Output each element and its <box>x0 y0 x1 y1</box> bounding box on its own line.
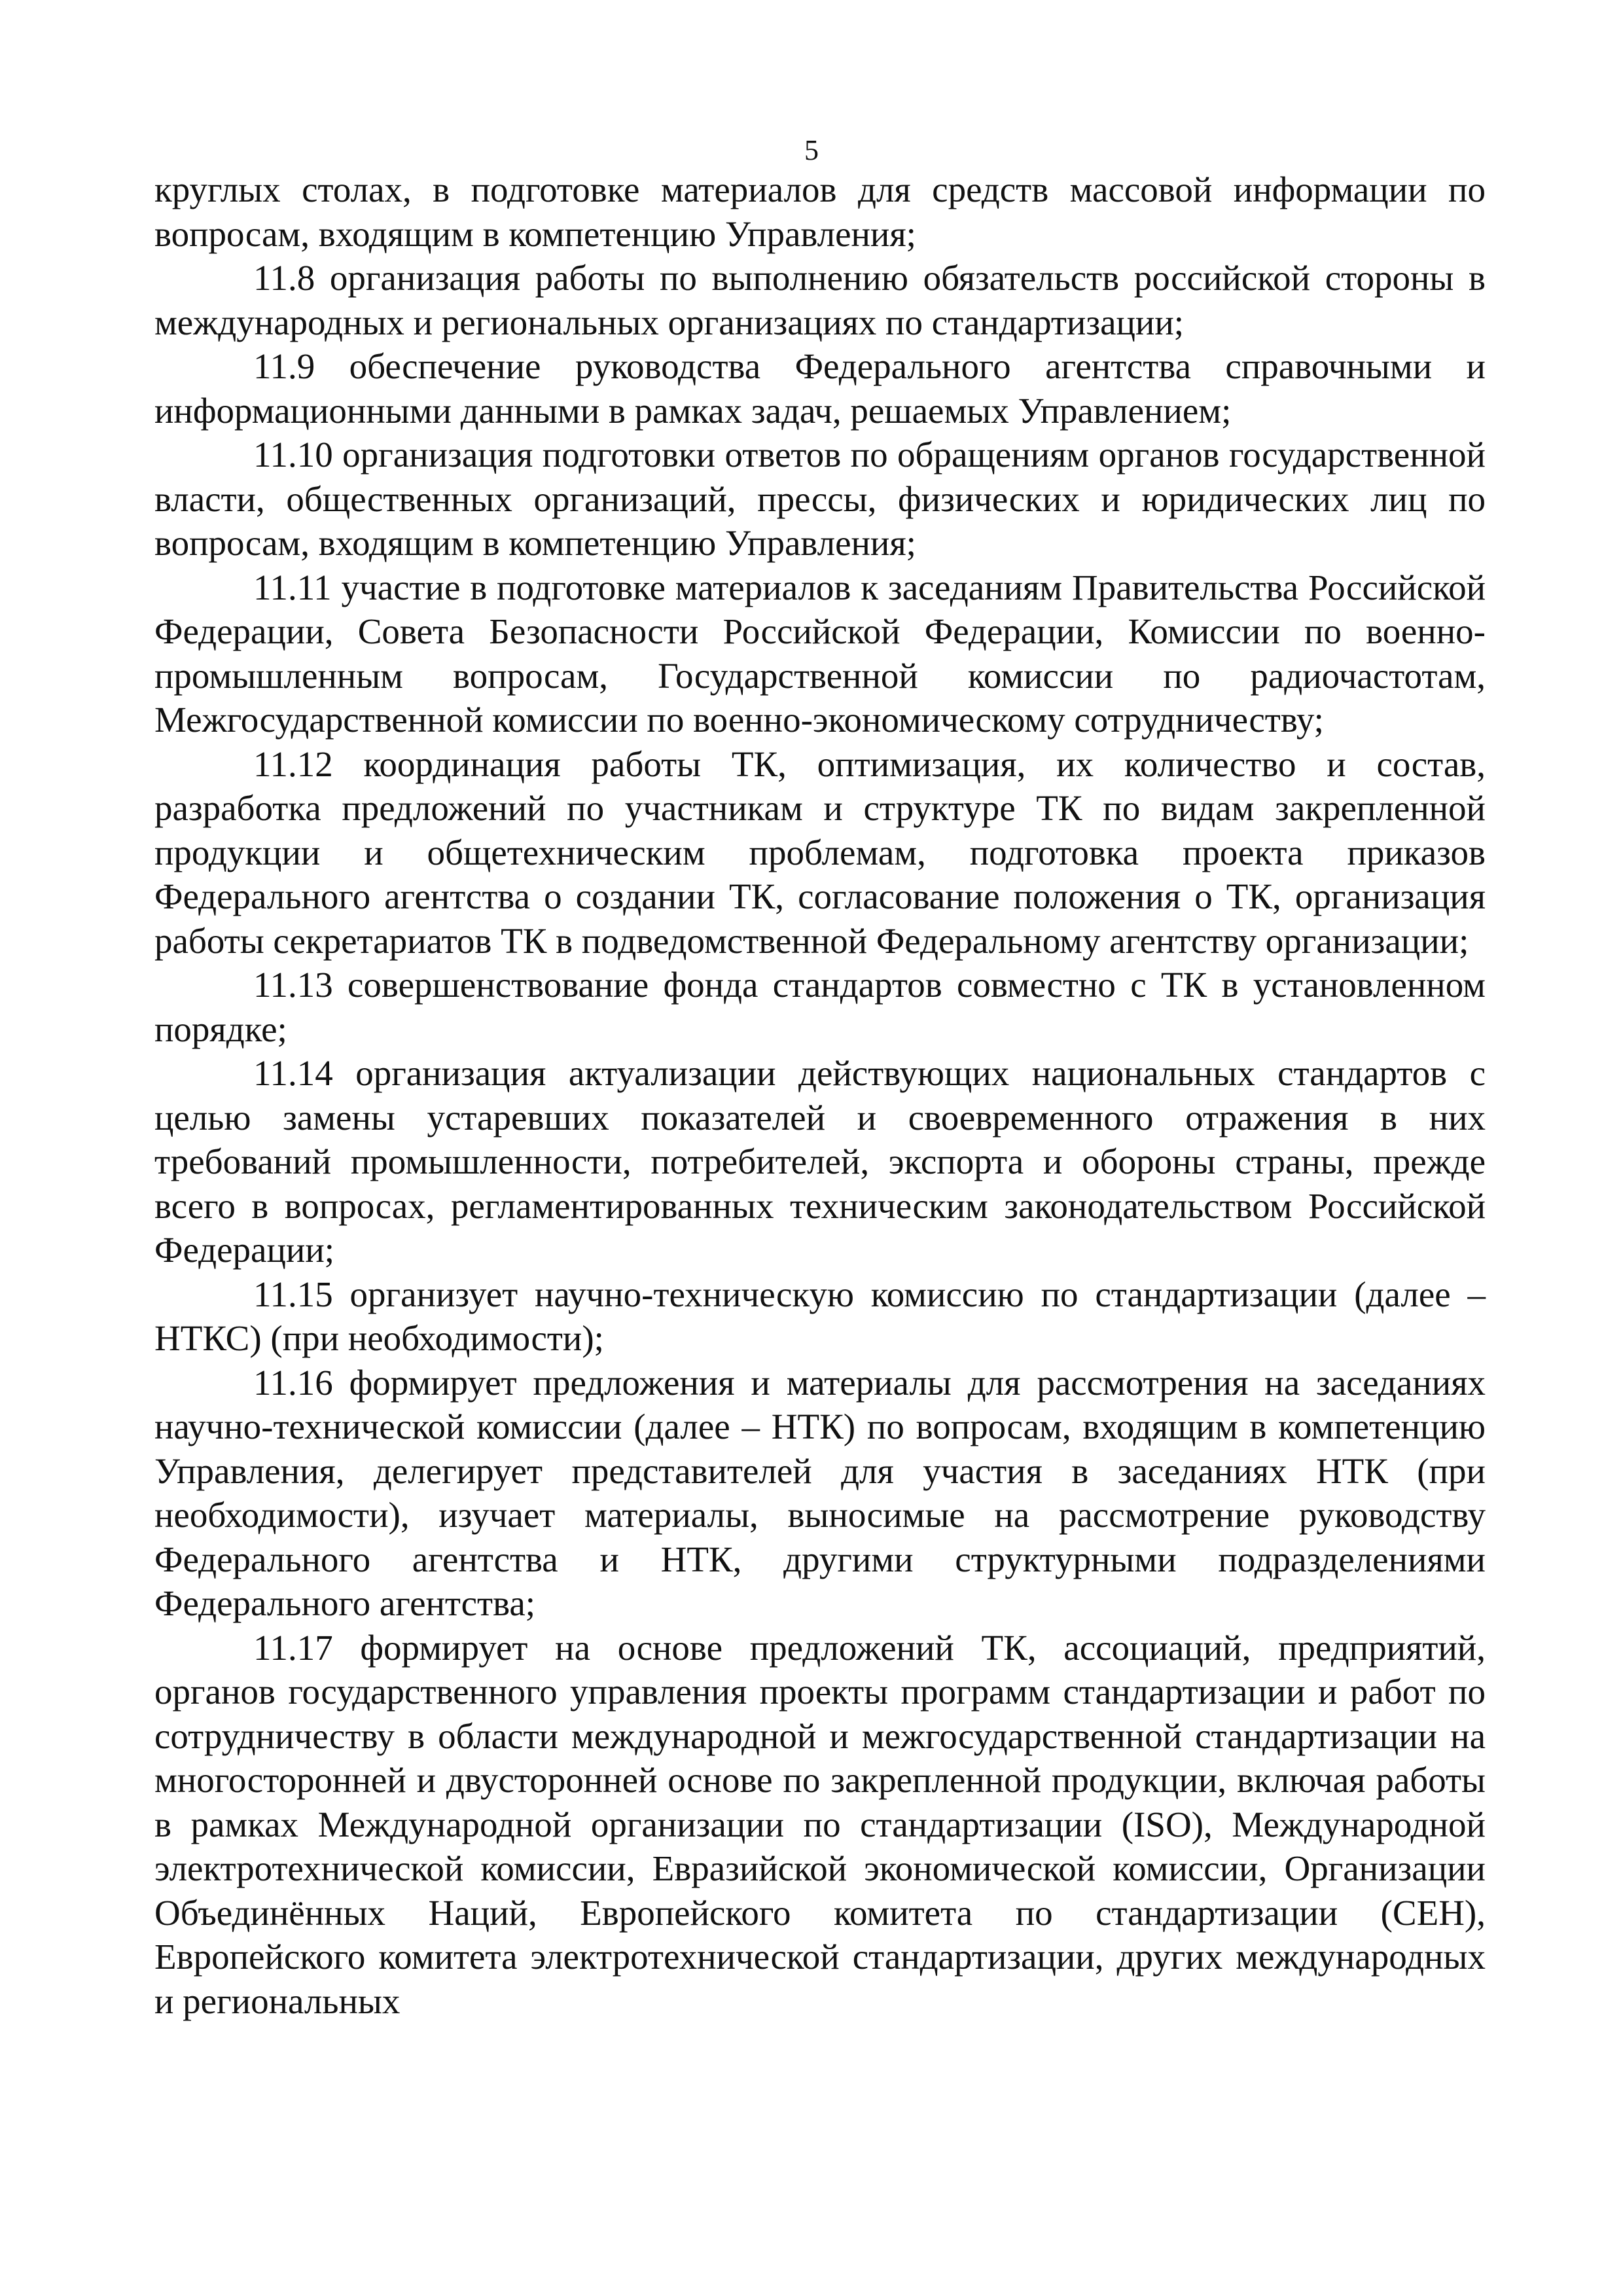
paragraph-11-8: 11.8 организация работы по выполнению обязательств российской стороны в международных и региональных организациях по стандартизации; <box>154 258 1486 342</box>
paragraph-11-15: 11.15 организует научно-техническую комиссию по стандартизации (далее – НТКС) (при необходимости); <box>154 1274 1486 1358</box>
paragraph-11-17: 11.17 формирует на основе предложений ТК, ассоциаций, предприятий, органов государственного управления проекты программ стандартизации и работ по сотрудничеству в области международной и межгосударственной стандартизации на многосторонней и двусторонней основе по закрепленной продукции, включая работы в рамках Международной организации по стандартизации (ISO), Международной электротехнической комиссии, Евразийской экономической комиссии, Организации Объединённых Наций, Европейского комитета по стандартизации (СЕН), Европейского комитета электротехнической стандартизации, других международных и региональных <box>154 1627 1486 2021</box>
paragraph-11-13: 11.13 совершенствование фонда стандартов совместно с ТК в установленном порядке; <box>154 965 1486 1049</box>
paragraph-continuation: круглых столах, в подготовке материалов для средств массовой информации по вопросам, входящим в компетенцию Управления; <box>154 170 1486 254</box>
page-number: 5 <box>804 134 819 166</box>
paragraph-11-16: 11.16 формирует предложения и материалы для рассмотрения на заседаниях научно-технической комиссии (далее – НТК) по вопросам, входящим в компетенцию Управления, делегирует представителей для участия в заседаниях НТК (при необходимости), изучает материалы, выносимые на рассмотрение руководству Федерального агентства и НТК, другими структурными подразделениями Федерального агентства; <box>154 1362 1486 1623</box>
paragraph-11-9: 11.9 обеспечение руководства Федерального агентства справочными и информационными данными в рамках задач, решаемых Управлением; <box>154 346 1486 431</box>
paragraph-11-12: 11.12 координация работы ТК, оптимизация, их количество и состав, разработка предложений по участникам и структуре ТК по видам закрепленной продукции и общетехническим проблемам, подготовка проекта приказов Федерального агентства о создании ТК, согласование положения о ТК, организация работы секретариатов ТК в подведомственной Федеральному агентству организации; <box>154 744 1486 961</box>
paragraph-11-14: 11.14 организация актуализации действующих национальных стандартов с целью замены устаревших показателей и своевременного отражения в них требований промышленности, потребителей, экспорта и обороны страны, прежде всего в вопросах, регламентированных техническим законодательством Российской Федерации; <box>154 1053 1486 1270</box>
paragraph-11-11: 11.11 участие в подготовке материалов к заседаниям Правительства Российской Федерации, Совета Безопасности Российской Федерации, Комиссии по военно-промышленным вопросам, Государственной комиссии по радиочастотам, Межгосударственной комиссии по военно-экономическому сотрудничеству; <box>154 567 1486 740</box>
paragraph-11-10: 11.10 организация подготовки ответов по обращениям органов государственной власти, общественных организаций, прессы, физических и юридических лиц по вопросам, входящим в компетенцию Управления; <box>154 435 1486 563</box>
document-body <box>154 168 1486 2023</box>
